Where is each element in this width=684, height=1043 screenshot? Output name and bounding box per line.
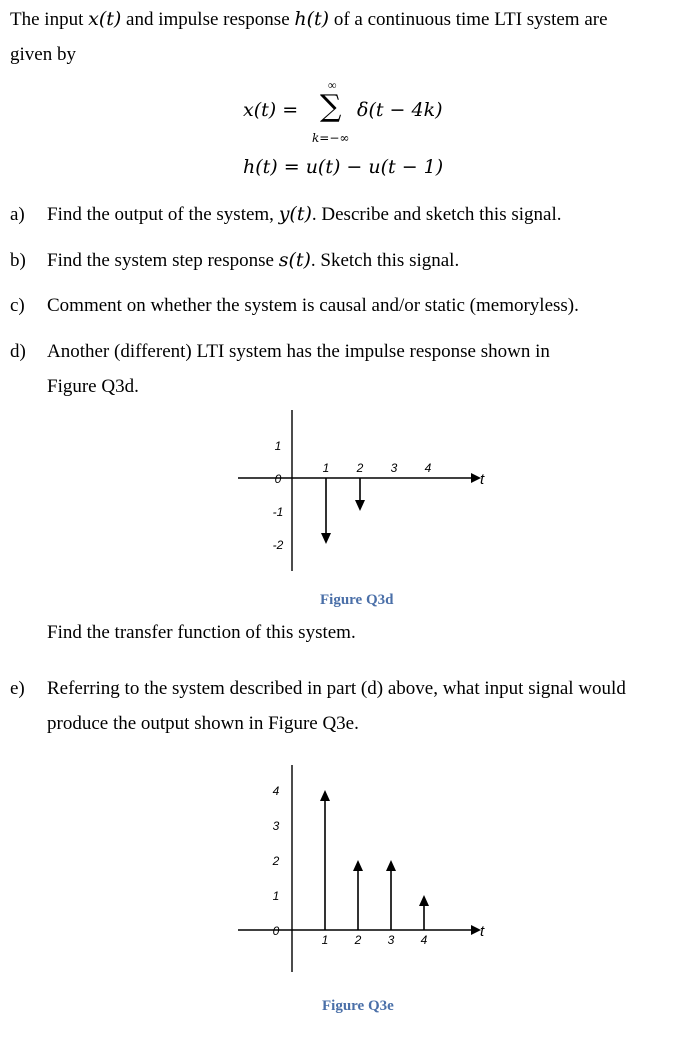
y-tick-label: 0 (272, 924, 280, 938)
h-symbol: h(t) (294, 8, 330, 30)
question-d-line-2: Figure Q3d. (47, 376, 139, 397)
figure-q3d-caption: Figure Q3d (320, 592, 394, 608)
question-e-line-2: produce the output shown in Figure Q3e. (47, 713, 359, 734)
question-a-letter: a) (10, 204, 25, 225)
impulse-arrowhead (419, 895, 429, 906)
question-d-followup: Find the transfer function of this system. (47, 622, 356, 643)
x-tick-label: 1 (321, 933, 329, 947)
x-tick-label: 4 (420, 933, 428, 947)
y-tick-label: 1 (272, 889, 280, 903)
h-equation: h(t) = u(t) − u(t − 1) (243, 156, 444, 178)
x-tick-label: 2 (354, 933, 362, 947)
x-tick-label: 4 (424, 461, 432, 475)
x-equation-lhs: x(t) = (243, 99, 299, 121)
x-tick-label: 3 (387, 933, 395, 947)
x-symbol: x(t) (88, 8, 122, 30)
intro-line-2: given by (10, 44, 76, 65)
y-tick-label: 4 (272, 784, 280, 798)
impulse-arrowhead (355, 500, 365, 511)
impulse-arrowhead (353, 860, 363, 871)
sum-lower-limit: k=−∞ (312, 131, 350, 145)
y-tick-label: 0 (274, 472, 282, 486)
question-c-text: Comment on whether the system is causal and/or static (memoryless). (47, 295, 579, 316)
x-axis-label: t (480, 471, 485, 488)
question-b-text: Find the system step response s(t). Sketch this signal. (47, 249, 460, 271)
y-tick-label: 3 (272, 819, 280, 833)
impulse-arrowhead (321, 533, 331, 544)
figure-q3d (230, 405, 500, 575)
sum-upper-limit: ∞ (328, 78, 337, 92)
intro-line-1: The input x(t) and impulse response h(t) of a continuous time LTI system are (10, 8, 608, 30)
x-tick-label: 1 (322, 461, 330, 475)
impulse-arrowhead (386, 860, 396, 871)
question-d-line-1: Another (different) LTI system has the impulse response shown in (47, 341, 550, 362)
question-c-letter: c) (10, 295, 25, 316)
sum-symbol: ∑ (320, 89, 342, 124)
x-axis-label: t (480, 923, 485, 940)
question-e-letter: e) (10, 678, 25, 699)
x-tick-label: 2 (356, 461, 364, 475)
y-tick-label: -2 (272, 538, 284, 552)
question-b-letter: b) (10, 250, 26, 271)
x-equation-rhs: δ(t − 4k) (357, 99, 443, 121)
figure-q3e (230, 760, 500, 980)
x-tick-label: 3 (390, 461, 398, 475)
y-tick-label: -1 (272, 505, 284, 519)
question-d-letter: d) (10, 341, 26, 362)
y-tick-label: 2 (272, 854, 280, 868)
question-e-line-1: Referring to the system described in part (d) above, what input signal would (47, 678, 626, 699)
figure-q3e-caption: Figure Q3e (322, 998, 394, 1014)
question-a-text: Find the output of the system, y(t). Describe and sketch this signal. (47, 203, 562, 225)
impulse-arrowhead (320, 790, 330, 801)
y-tick-label: 1 (274, 439, 282, 453)
